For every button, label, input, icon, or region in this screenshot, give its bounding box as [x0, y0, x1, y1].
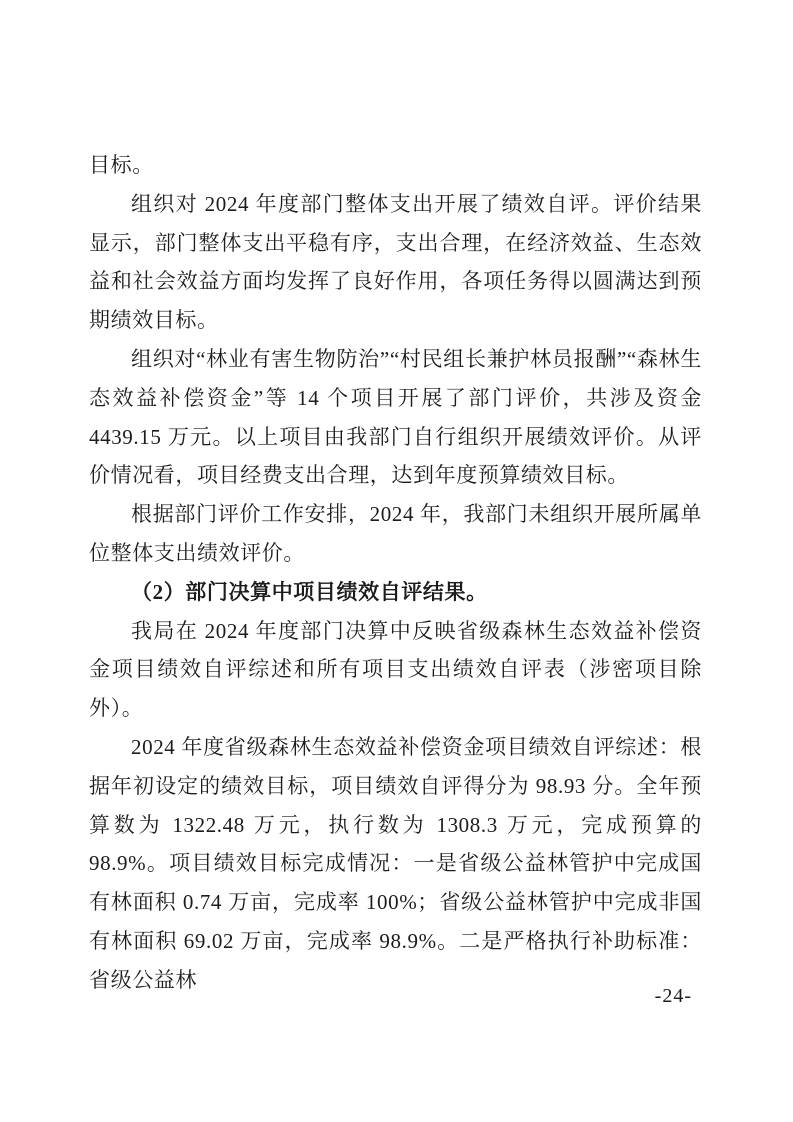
subsection-heading: （2）部门决算中项目绩效自评结果。: [131, 579, 488, 604]
paragraph: 组织对 2024 年度部门整体支出开展了绩效自评。评价结果显示，部门整体支出平稳有序，支出合理，在经济效益、生态效益和社会效益方面均发挥了良好作用，各项任务得以圆满达到预期绩效目标。: [89, 191, 702, 333]
paragraph: 2024 年度省级森林生态效益补偿资金项目绩效自评综述：根据年初设定的绩效目标，项目绩效自评得分为 98.93 分。全年预算数为 1322.48 万元，执行数为 1308.3 万元，完成预算的 98.9%。项目绩效目标完成情况：一是省级公益林管护中完成国有林面积 0.74 万亩，完成率 100%；省级公益林管护中完成非国有林面积 69.02 万亩，完成率 98.9%。二是严格执行补助标准：省级公益林: [89, 734, 702, 992]
paragraph-continuation: 目标。: [89, 153, 154, 177]
document-body: [89, 146, 702, 1000]
paragraph: 根据部门评价工作安排，2024 年，我部门未组织开展所属单位整体支出绩效评价。: [89, 502, 702, 565]
paragraph: 组织对“林业有害生物防治”“村民组长兼护林员报酬”“森林生态效益补偿资金”等 14 个项目开展了部门评价，共涉及资金 4439.15 万元。以上项目由我部门自行组织开展绩效评价。从评价情况看，项目经费支出合理，达到年度预算绩效目标。: [89, 346, 702, 488]
paragraph: 我局在 2024 年度部门决算中反映省级森林生态效益补偿资金项目绩效自评综述和所有项目支出绩效自评表（涉密项目除外）。: [89, 618, 702, 721]
page-number: -24-: [654, 985, 692, 1007]
